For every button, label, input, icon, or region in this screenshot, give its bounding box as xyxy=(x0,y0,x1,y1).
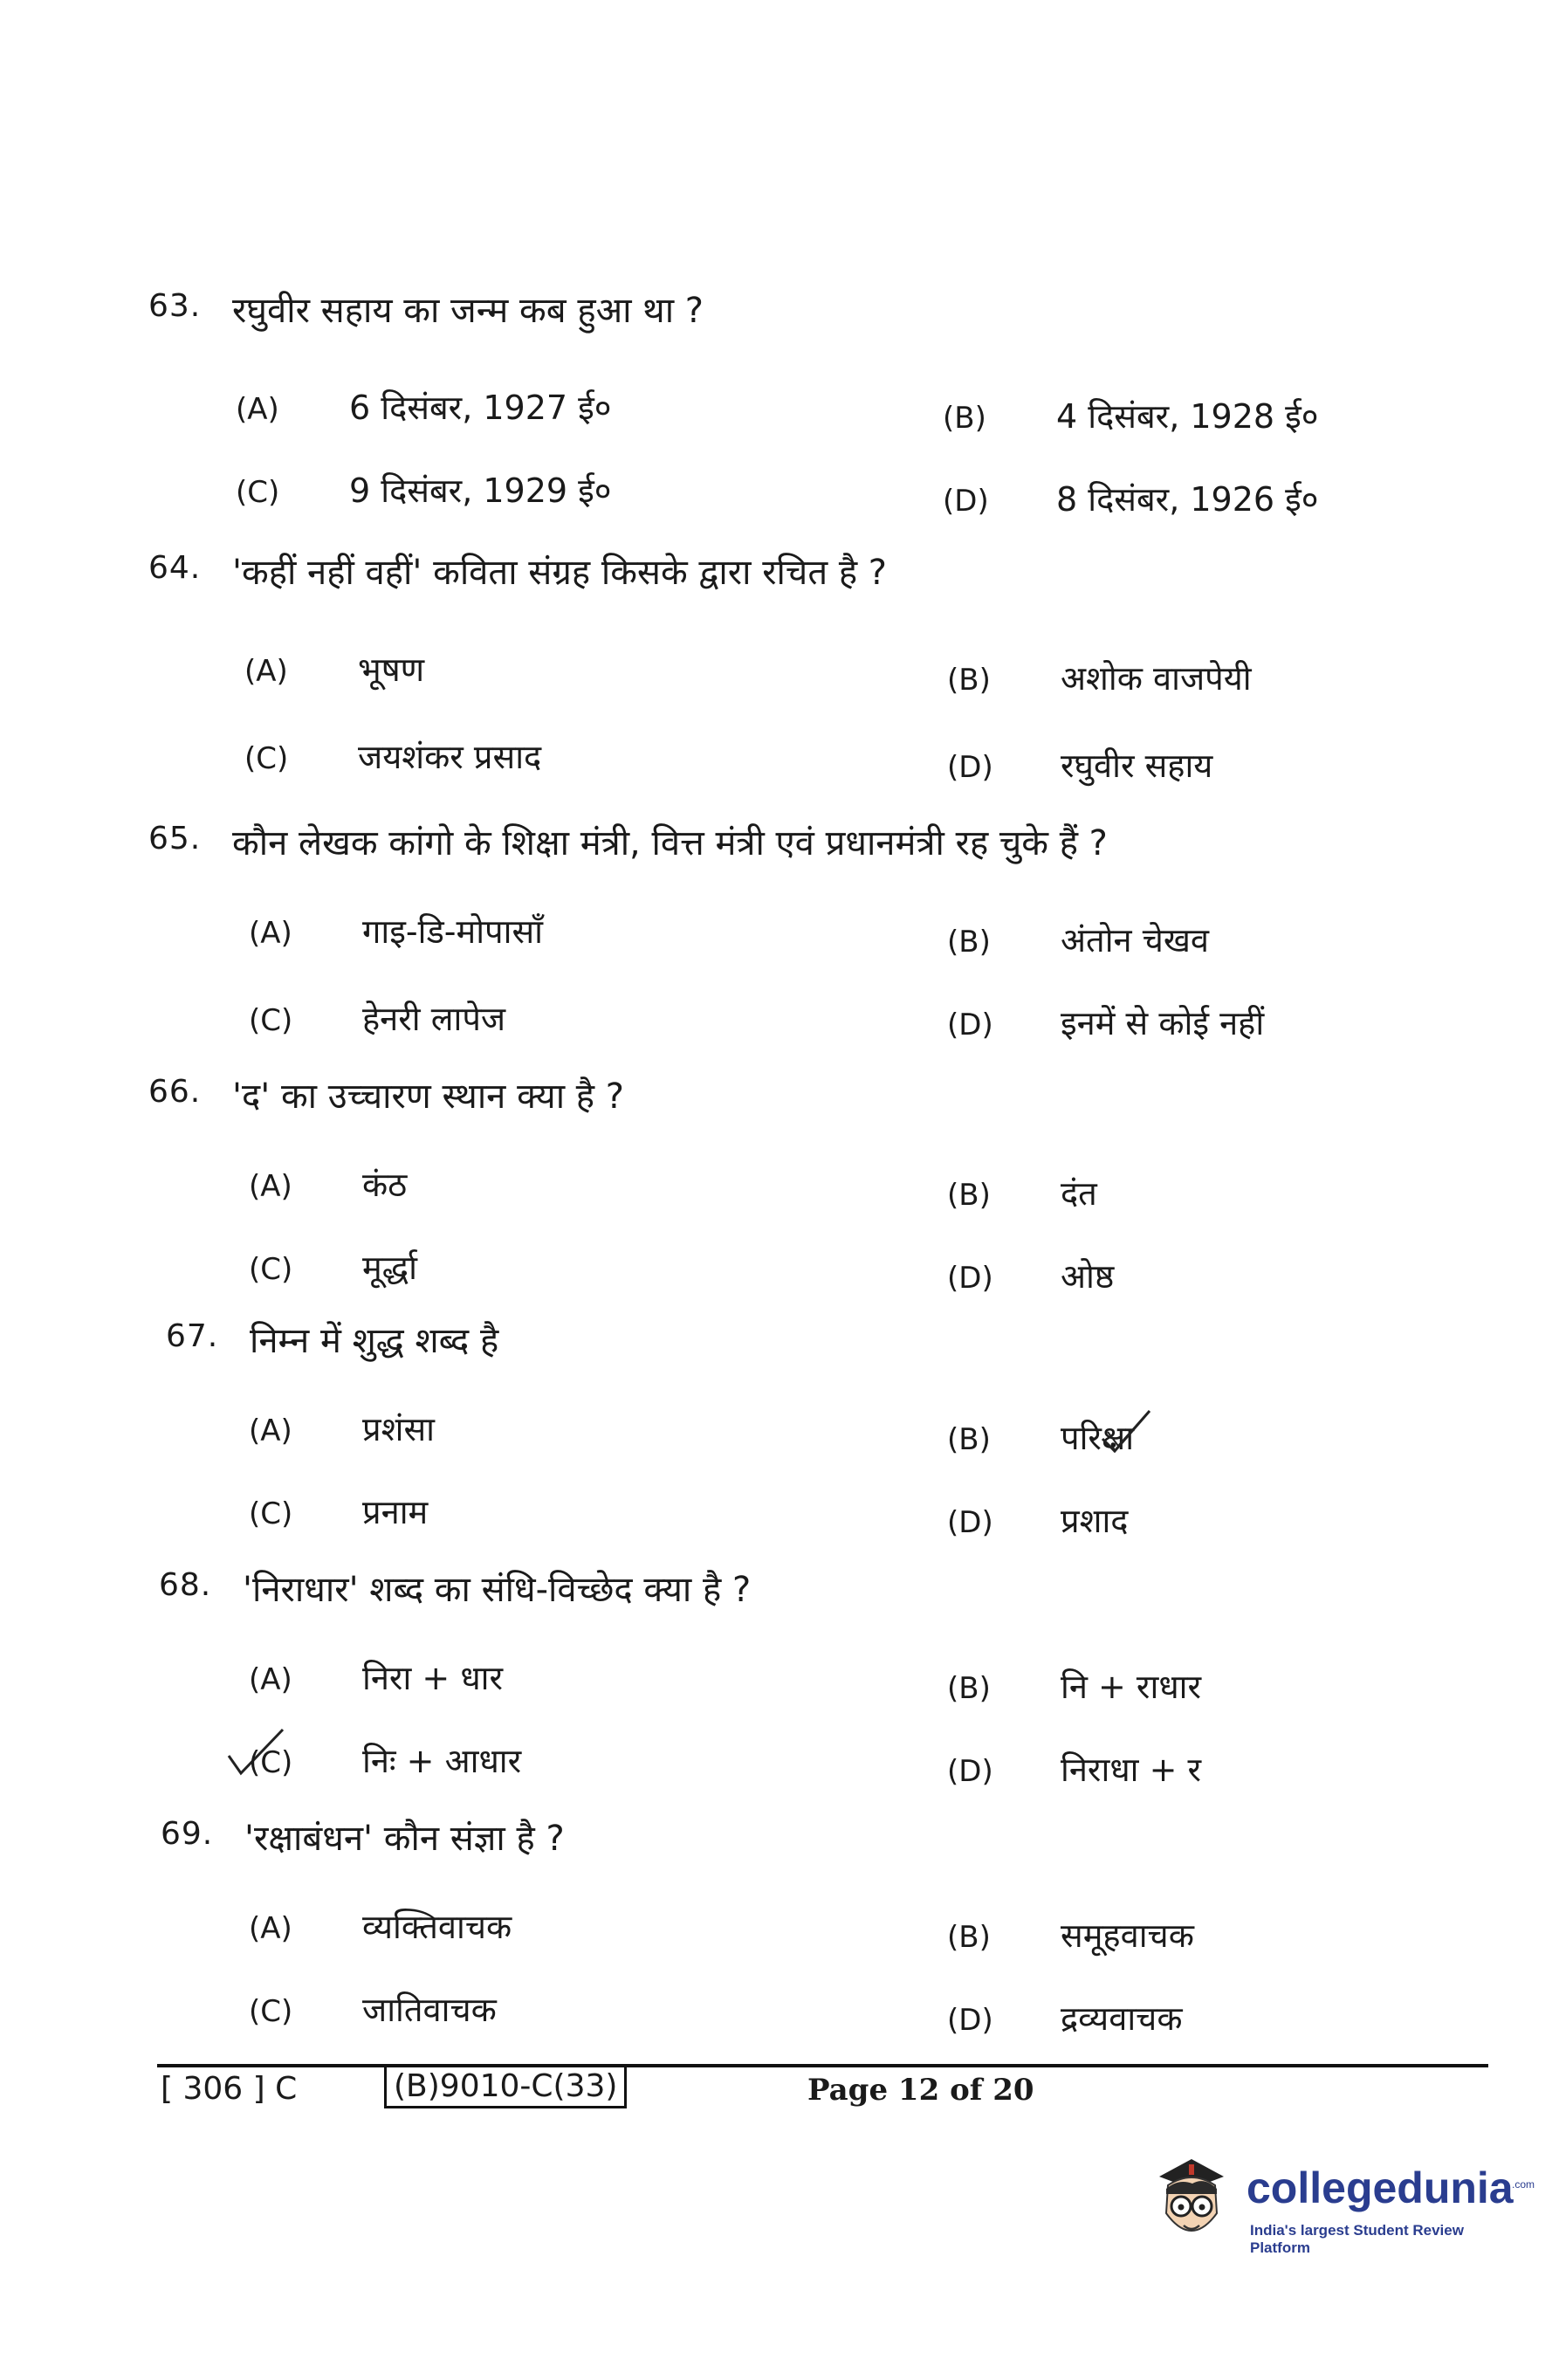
question-66 xyxy=(148,1074,1501,1296)
question-number: 67. xyxy=(166,1318,219,1354)
footer-paper-code: [ 306 ] C xyxy=(161,2071,298,2107)
question-68 xyxy=(148,1567,1501,1789)
option-b: (B) दंत xyxy=(947,1174,1097,1213)
question-67 xyxy=(148,1318,1501,1540)
option-b: (B) परिक्षा xyxy=(947,1419,1135,1457)
footer-divider xyxy=(157,2064,1488,2067)
handwritten-tick-mark-icon xyxy=(1095,1406,1157,1458)
question-text: रघुवीर सहाय का जन्म कब हुआ था ? xyxy=(232,291,704,331)
question-number: 65. xyxy=(148,821,202,856)
question-text: निम्न में शुद्ध शब्द है xyxy=(250,1321,499,1361)
logo-domain-suffix: .com xyxy=(1512,2178,1535,2191)
option-c: (C) निः + आधार xyxy=(249,1742,522,1780)
question-65 xyxy=(148,821,1501,1042)
option-b: (B) नि + राधार xyxy=(947,1668,1202,1706)
option-d: (D) 8 दिसंबर, 1926 ई० xyxy=(943,480,1319,519)
option-a: (A) कंठ xyxy=(249,1166,408,1204)
page-number: Page 12 of 20 xyxy=(807,2073,1034,2108)
question-number: 66. xyxy=(148,1074,202,1110)
option-c: (C) जयशंकर प्रसाद xyxy=(244,738,542,776)
question-text: 'द' का उच्चारण स्थान क्या है ? xyxy=(232,1077,624,1117)
option-d: (D) निराधा + र xyxy=(947,1751,1202,1789)
option-b: (B) अशोक वाजपेयी xyxy=(947,659,1252,698)
question-number: 69. xyxy=(161,1816,214,1852)
logo-tagline: India's largest Student Review Platform xyxy=(1250,2222,1464,2256)
option-d: (D) ओष्ठ xyxy=(947,1257,1115,1296)
option-d: (D) प्रशाद xyxy=(947,1502,1129,1540)
option-d: (D) रघुवीर सहाय xyxy=(947,746,1213,785)
option-a: (A) भूषण xyxy=(244,650,425,689)
option-a: (A) 6 दिसंबर, 1927 ई० xyxy=(236,389,612,427)
question-text: कौन लेखक कांगो के शिक्षा मंत्री, वित्त मंत्री एवं प्रधानमंत्री रह चुके हैं ? xyxy=(232,823,1108,863)
option-b: (B) 4 दिसंबर, 1928 ई० xyxy=(943,397,1319,436)
option-a: (A) प्रशंसा xyxy=(249,1410,435,1448)
question-69 xyxy=(148,1816,1501,2038)
question-number: 63. xyxy=(148,288,202,324)
question-number: 64. xyxy=(148,550,202,586)
question-number: 68. xyxy=(159,1567,212,1603)
option-a: (A) गाइ-डि-मोपासाँ xyxy=(249,912,544,951)
question-text: 'रक्षाबंधन' कौन संज्ञा है ? xyxy=(244,1819,565,1859)
collegedunia-watermark xyxy=(1143,2143,1535,2257)
option-d: (D) इनमें से कोई नहीं xyxy=(947,1004,1265,1042)
question-64 xyxy=(148,550,1501,785)
question-63 xyxy=(148,288,1501,519)
question-text: 'कहीं नहीं वहीं' कविता संग्रह किसके द्वारा रचित है ? xyxy=(232,553,888,593)
option-c: (C) हेनरी लापेज xyxy=(249,1000,506,1038)
option-c: (C) प्रनाम xyxy=(249,1493,429,1531)
option-a: (A) निरा + धार xyxy=(249,1659,504,1697)
option-c: (C) मूर्द्धा xyxy=(249,1248,417,1287)
footer-booklet-code: (B)9010-C(33) xyxy=(384,2064,627,2108)
option-b: (B) समूहवाचक xyxy=(947,1916,1194,1955)
option-b: (B) अंतोन चेखव xyxy=(947,921,1210,960)
option-d: (D) द्रव्यवाचक xyxy=(947,1999,1183,2038)
option-c: (C) 9 दिसंबर, 1929 ई० xyxy=(236,471,612,510)
question-text: 'निराधार' शब्द का संधि-विच्छेद क्या है ? xyxy=(243,1570,752,1610)
option-c: (C) जातिवाचक xyxy=(249,1991,497,2029)
logo-wordmark: collegedunia xyxy=(1247,2163,1514,2212)
option-a: (A) व्यक्तिवाचक xyxy=(249,1908,512,1946)
mascot-face-icon xyxy=(1143,2143,1240,2257)
